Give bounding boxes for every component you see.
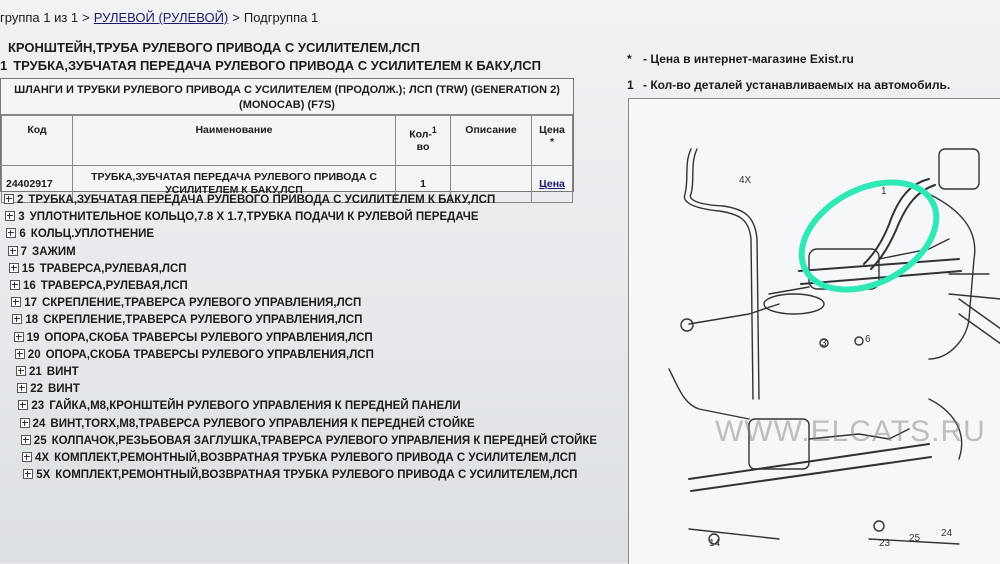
expand-icon[interactable] (16, 366, 26, 376)
column-price (532, 116, 573, 166)
expand-icon[interactable] (9, 263, 19, 273)
tree-item[interactable] (17, 381, 80, 397)
column-price-label: Цена (539, 124, 565, 136)
part-title-number: 1 (0, 58, 8, 73)
tree-item[interactable] (16, 364, 79, 380)
callout-3: 3 (821, 338, 827, 349)
legend (627, 52, 950, 104)
tree-item[interactable] (20, 416, 475, 432)
parts-panel-title-line2: (MONOCAB) (F7S) (239, 99, 335, 111)
tree-item-number: 22 (30, 383, 43, 396)
part-title (0, 58, 541, 73)
tree-item-label: КОМПЛЕКТ,РЕМОНТНЫЙ,ВОЗВРАТНАЯ ТРУБКА РУЛЕВОГО ПРИВОДА С УСИЛИТЕЛЕМ,ЛСП (55, 469, 578, 482)
tree-item[interactable] (9, 261, 187, 277)
tree-item[interactable] (14, 330, 373, 346)
tree-item-number: 6 (19, 228, 26, 241)
expand-icon[interactable] (15, 349, 25, 359)
expand-icon[interactable] (12, 314, 22, 324)
expand-icon[interactable] (10, 280, 20, 290)
tree-item-label: ОПОРА,СКОБА ТРАВЕРСЫ РУЛЕВОГО УПРАВЛЕНИЯ,ЛСП (45, 348, 374, 361)
callout-1: 1 (881, 186, 887, 197)
tree-item-number: 2 (17, 194, 24, 206)
tree-item[interactable] (15, 347, 374, 363)
row-name-line2: УСИЛИТЕЛЕМ К БАКУ,ЛСП (165, 184, 303, 196)
tree-item-label: СКРЕПЛЕНИЕ,ТРАВЕРСА РУЛЕВОГО УПРАВЛЕНИЯ,ЛСП (43, 314, 363, 327)
row-qty: 1 (396, 166, 451, 203)
column-qty-line2: во (416, 140, 430, 153)
tree-item-label: ОПОРА,СКОБА ТРАВЕРСЫ РУЛЕВОГО УПРАВЛЕНИЯ,ЛСП (44, 331, 373, 344)
highlight-circle (783, 161, 954, 312)
tree-item-number: 4X (35, 452, 50, 464)
tree-item-number: 16 (23, 280, 36, 292)
legend-quantity-mark: 1 (627, 78, 634, 92)
tree-item[interactable] (6, 226, 154, 242)
callout-4x: 4X (739, 175, 752, 186)
tree-item[interactable] (21, 433, 597, 449)
assembly-title: КРОНШТЕЙН,ТРУБА РУЛЕВОГО ПРИВОДА С УСИЛИТЕЛЕМ,ЛСП (8, 40, 420, 55)
expand-icon[interactable] (20, 418, 30, 428)
column-description: Описание (451, 116, 532, 166)
legend-price (627, 52, 950, 66)
row-code: 24402917 (2, 166, 73, 203)
tree-item-label: ВИНТ (46, 366, 79, 378)
tree-item-number: 18 (25, 314, 39, 327)
callout-6: 6 (865, 334, 871, 345)
tree-item-number: 17 (24, 297, 37, 310)
tree-item-number: 3 (18, 211, 25, 224)
breadcrumb-separator: > (232, 10, 240, 25)
expand-icon[interactable] (5, 211, 15, 221)
parts-panel-title-line1: ШЛАНГИ И ТРУБКИ РУЛЕВОГО ПРИВОДА С УСИЛИТЕЛЕМ (ПРОДОЛЖ.); ЛСП (TRW) (GENERATION 2) (14, 84, 560, 96)
expand-icon[interactable] (17, 383, 27, 393)
expand-icon[interactable] (21, 435, 31, 445)
callout-14: 14 (709, 538, 721, 549)
diagram-drawing (629, 99, 1000, 564)
column-qty-line1: Кол- (409, 128, 432, 141)
expand-icon[interactable] (4, 194, 14, 204)
tree-item-number: 21 (29, 366, 42, 378)
legend-quantity (627, 78, 950, 92)
tree-item-label: ТРАВЕРСА,РУЛЕВАЯ,ЛСП (40, 280, 188, 292)
tree-item-number: 24 (32, 417, 46, 430)
legend-quantity-text: - Кол-во деталей устанавливаемых на автомобиль. (643, 78, 951, 92)
tree-item-label: УПЛОТНИТЕЛЬНОЕ КОЛЬЦО,7.8 X 1.7,ТРУБКА ПОДАЧИ К РУЛЕВОЙ ПЕРЕДАЧЕ (29, 211, 479, 224)
tree-item-number: 19 (26, 331, 40, 344)
tree-item[interactable] (12, 312, 362, 328)
column-qty-footnote: 1 (431, 125, 437, 135)
tree-item-number: 23 (31, 400, 45, 413)
expand-icon[interactable] (6, 228, 16, 238)
tree-item-label: ВИНТ (47, 383, 80, 396)
part-title-text: ТРУБКА,ЗУБЧАТАЯ ПЕРЕДАЧА РУЛЕВОГО ПРИВОДА С УСИЛИТЕЛЕМ К БАКУ,ЛСП (13, 58, 541, 73)
breadcrumb-separator: > (82, 10, 90, 25)
breadcrumb-subgroup: Подгруппа 1 (243, 10, 319, 25)
breadcrumb (0, 10, 318, 25)
expand-icon[interactable] (14, 332, 24, 342)
tree-item-label: ТРУБКА,ЗУБЧАТАЯ ПЕРЕДАЧА РУЛЕВОГО ПРИВОДА С УСИЛИТЕЛЕМ К БАКУ,ЛСП (28, 194, 496, 206)
row-price-link[interactable]: Цена (532, 166, 573, 203)
legend-price-text: - Цена в интернет-магазине Exist.ru (643, 52, 854, 66)
expand-icon[interactable] (23, 469, 33, 479)
expand-icon[interactable] (11, 297, 21, 307)
watermark: WWW.ELCATS.RU (715, 415, 986, 448)
expand-icon[interactable] (8, 246, 18, 256)
tree-item-label: ЗАЖИМ (32, 245, 76, 258)
row-name-line1: ТРУБКА,ЗУБЧАТАЯ ПЕРЕДАЧА РУЛЕВОГО ПРИВОДА С (91, 171, 377, 183)
tree-item[interactable] (5, 209, 478, 225)
parts-diagram[interactable] (628, 98, 1000, 564)
tree-item[interactable] (22, 450, 576, 466)
tree-item-label: КОЛПАЧОК,РЕЗЬБОВАЯ ЗАГЛУШКА,ТРАВЕРСА РУЛЕВОГО УПРАВЛЕНИЯ К ПЕРЕДНЕЙ СТОЙКЕ (51, 434, 598, 447)
callout-23: 23 (879, 538, 891, 549)
tree-item-number: 7 (20, 245, 27, 258)
legend-price-mark: * (627, 52, 632, 66)
tree-item[interactable] (11, 295, 361, 311)
tree-item-number: 15 (21, 262, 35, 275)
breadcrumb-group: группа 1 из 1 (0, 10, 79, 25)
parts-panel (0, 78, 574, 196)
column-code: Код (2, 116, 73, 166)
parts-table (1, 115, 573, 203)
column-qty (396, 116, 451, 166)
parts-table-header (2, 116, 573, 166)
tree-item-label: ГАЙКА,M8,КРОНШТЕЙН РУЛЕВОГО УПРАВЛЕНИЯ К ПЕРЕДНЕЙ ПАНЕЛИ (49, 400, 461, 413)
tree-item[interactable] (23, 467, 577, 483)
tree-item[interactable] (4, 192, 495, 208)
parts-panel-title (1, 79, 573, 115)
tree-item-number: 25 (33, 434, 47, 447)
tree-item[interactable] (10, 278, 188, 294)
tree-item-label: КОМПЛЕКТ,РЕМОНТНЫЙ,ВОЗВРАТНАЯ ТРУБКА РУЛЕВОГО ПРИВОДА С УСИЛИТЕЛЕМ,ЛСП (54, 452, 577, 464)
tree-item-label: ВИНТ,TORX,M8,ТРАВЕРСА РУЛЕВОГО УПРАВЛЕНИЯ К ПЕРЕДНЕЙ СТОЙКЕ (50, 417, 475, 430)
callout-25: 25 (909, 533, 921, 544)
column-price-footnote: * (549, 136, 555, 148)
expand-icon[interactable] (22, 452, 32, 462)
tree-item[interactable] (8, 244, 76, 260)
tree-item-label: СКРЕПЛЕНИЕ,ТРАВЕРСА РУЛЕВОГО УПРАВЛЕНИЯ,ЛСП (41, 297, 362, 310)
breadcrumb-section-link[interactable]: РУЛЕВОЙ (РУЛЕВОЙ) (93, 10, 229, 25)
tree-item[interactable] (18, 398, 460, 414)
tree-item-label: КОЛЬЦ.УПЛОТНЕНИЕ (30, 228, 155, 241)
expand-icon[interactable] (18, 400, 28, 410)
tree-item-number: 20 (27, 348, 41, 361)
tree-item-label: ТРАВЕРСА,РУЛЕВАЯ,ЛСП (39, 262, 187, 275)
column-name: Наименование (73, 116, 396, 166)
tree-item-number: 5X (36, 469, 51, 482)
callout-24: 24 (941, 528, 953, 539)
